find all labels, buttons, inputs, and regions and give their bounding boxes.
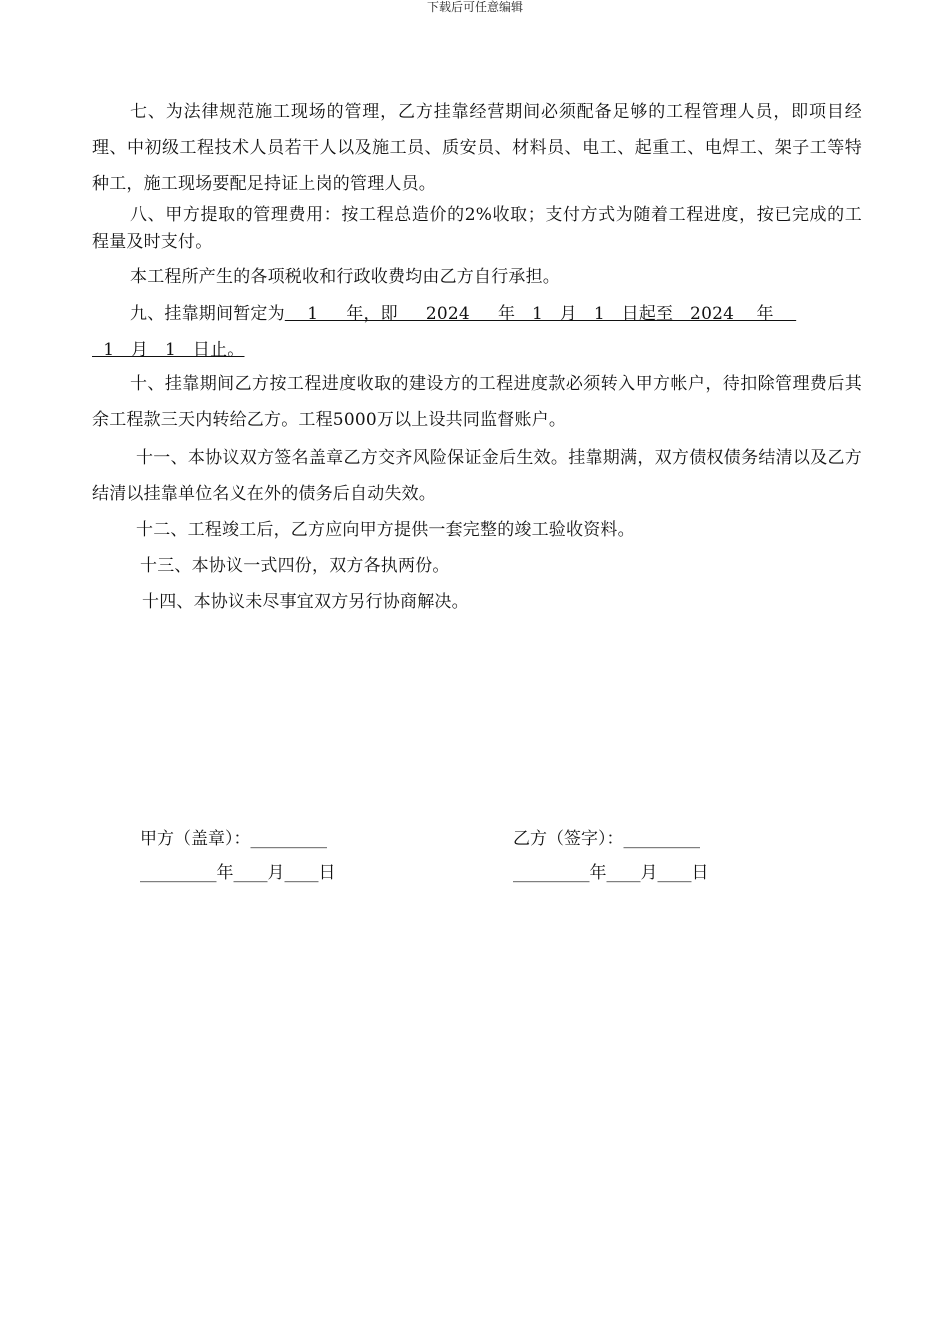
clause-7 bbox=[92, 94, 862, 202]
page-header: 下载后可任意编辑 bbox=[426, 0, 523, 14]
clause-8-text: 八、甲方提取的管理费用：按工程总造价的2%收取；支付方式为随着工程进度，按已完成的工程量及时支付。 bbox=[92, 205, 862, 252]
clause-12 bbox=[92, 512, 862, 548]
party-a-seal-line: 甲方（盖章）：_________ bbox=[140, 829, 327, 849]
clause-9-line-2 bbox=[92, 332, 862, 368]
clause-9 bbox=[92, 296, 862, 368]
clause-8-block bbox=[92, 202, 862, 295]
clause-10-text: 十、挂靠期间乙方按工程进度收取的建设方的工程进度款必须转入甲方帐户，待扣除管理费后其余工程款三天内转给乙方。工程5000万以上设共同监督账户。 bbox=[92, 374, 862, 430]
party-b-sign-line: 乙方（签字）：_________ bbox=[513, 829, 700, 849]
clause-10 bbox=[92, 366, 862, 438]
clause-13-text: 十三、本协议一式四份，双方各执两份。 bbox=[140, 556, 450, 576]
clause-12-text: 十二、工程竣工后，乙方应向甲方提供一套完整的竣工验收资料。 bbox=[136, 520, 635, 540]
clause-9-end: 1 月 1 日止。 bbox=[92, 340, 245, 360]
clause-9-line-1 bbox=[92, 296, 862, 332]
clause-13 bbox=[92, 548, 862, 584]
clause-14-text: 十四、本协议未尽事宜双方另行协商解决。 bbox=[142, 592, 469, 612]
clause-9-prefix: 九、挂靠期间暂定为 bbox=[130, 304, 285, 324]
clause-14 bbox=[92, 584, 862, 620]
clause-11 bbox=[92, 440, 862, 512]
clause-7-text: 七、为法律规范施工现场的管理，乙方挂靠经营期间必须配备足够的工程管理人员，即项目经理、中初级工程技术人员若干人以及施工员、质安员、材料员、电工、起重工、电焊工、架子工等特种工，施工现场要配足持证上岗的管理人员。 bbox=[92, 102, 862, 194]
clause-11-text: 十一、本协议双方签名盖章乙方交齐风险保证金后生效。挂靠期满，双方债权债务结清以及乙方结清以挂靠单位名义在外的债务后自动失效。 bbox=[92, 448, 862, 504]
tax-clause-text: 本工程所产生的各项税收和行政收费均由乙方自行承担。 bbox=[130, 267, 560, 287]
clause-9-period: 1 年，即 2024 年 1 月 1 日起至 2024 年 bbox=[284, 304, 797, 324]
party-a-date-line: _________年____月____日 bbox=[140, 863, 336, 883]
party-b-date-line: _________年____月____日 bbox=[513, 863, 709, 883]
